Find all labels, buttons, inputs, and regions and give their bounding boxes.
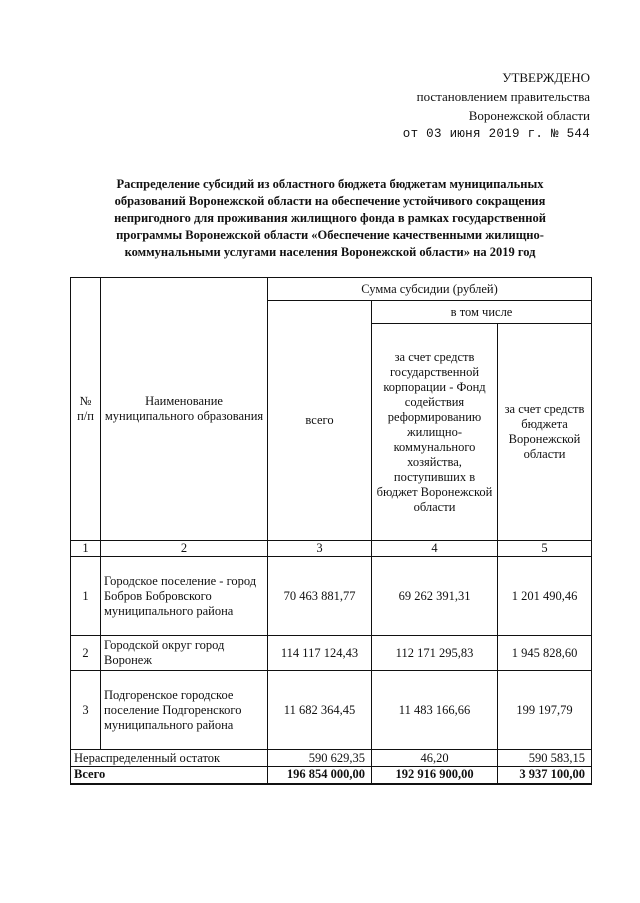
approval-heading: УТВЕРЖДЕНО	[502, 70, 590, 85]
remainder-regional: 590 583,15	[498, 750, 592, 767]
approval-date: от 03 июня 2019 г. № 544	[402, 127, 590, 141]
table-row	[71, 557, 592, 636]
approval-block	[403, 68, 590, 144]
subsidy-table	[70, 277, 592, 785]
remainder-label: Нераспределенный остаток	[71, 750, 268, 767]
remainder-row	[71, 750, 592, 767]
row-name: Городской округ город Воронеж	[101, 636, 268, 671]
grand-total-regional: 3 937 100,00	[498, 767, 592, 784]
row-regional: 199 197,79	[498, 671, 592, 750]
grand-total-fund: 192 916 900,00	[372, 767, 498, 784]
row-num: 2	[71, 636, 101, 671]
remainder-total: 590 629,35	[268, 750, 372, 767]
table-row	[71, 671, 592, 750]
header-sum-group: Сумма субсидии (рублей)	[268, 278, 592, 301]
grand-total-row	[71, 767, 592, 784]
col-number-5: 5	[498, 541, 592, 557]
grand-total-label: Всего	[71, 767, 268, 784]
col-number-1: 1	[71, 541, 101, 557]
row-regional: 1 201 490,46	[498, 557, 592, 636]
header-fund: за счет средств государственной корпорации - Фонд содействия реформированию жилищно-коммунального хозяйства, поступивших в бюджет Воронежской области	[372, 324, 498, 541]
col-number-3: 3	[268, 541, 372, 557]
row-total: 114 117 124,43	[268, 636, 372, 671]
row-total: 70 463 881,77	[268, 557, 372, 636]
remainder-fund: 46,20	[372, 750, 498, 767]
row-fund: 11 483 166,66	[372, 671, 498, 750]
row-name: Подгоренское городское поселение Подгоренского муниципального района	[101, 671, 268, 750]
row-num: 1	[71, 557, 101, 636]
header-total: всего	[268, 301, 372, 541]
document-title: Распределение субсидий из областного бюджета бюджетам муниципальных образований Воронежской области на обеспечение устойчивого сокращения непригодного для проживания жилищного фонда в рамках государственной программы Воронежской области «Обеспечение качественными жилищно-коммунальными услугами населения Воронежской области» на 2019 год	[114, 177, 546, 259]
header-including: в том числе	[372, 301, 592, 324]
table-row	[71, 636, 592, 671]
row-num: 3	[71, 671, 101, 750]
header-num: № п/п	[71, 278, 101, 541]
row-name: Городское поселение - город Бобров Бобровского муниципального района	[101, 557, 268, 636]
row-fund: 112 171 295,83	[372, 636, 498, 671]
row-fund: 69 262 391,31	[372, 557, 498, 636]
header-name: Наименование муниципального образования	[101, 278, 268, 541]
approval-decree: постановлением правительства	[416, 89, 590, 104]
header-regional: за счет средств бюджета Воронежской области	[498, 324, 592, 541]
row-regional: 1 945 828,60	[498, 636, 592, 671]
approval-region: Воронежской области	[468, 108, 590, 123]
row-total: 11 682 364,45	[268, 671, 372, 750]
col-number-4: 4	[372, 541, 498, 557]
grand-total-total: 196 854 000,00	[268, 767, 372, 784]
col-number-2: 2	[101, 541, 268, 557]
